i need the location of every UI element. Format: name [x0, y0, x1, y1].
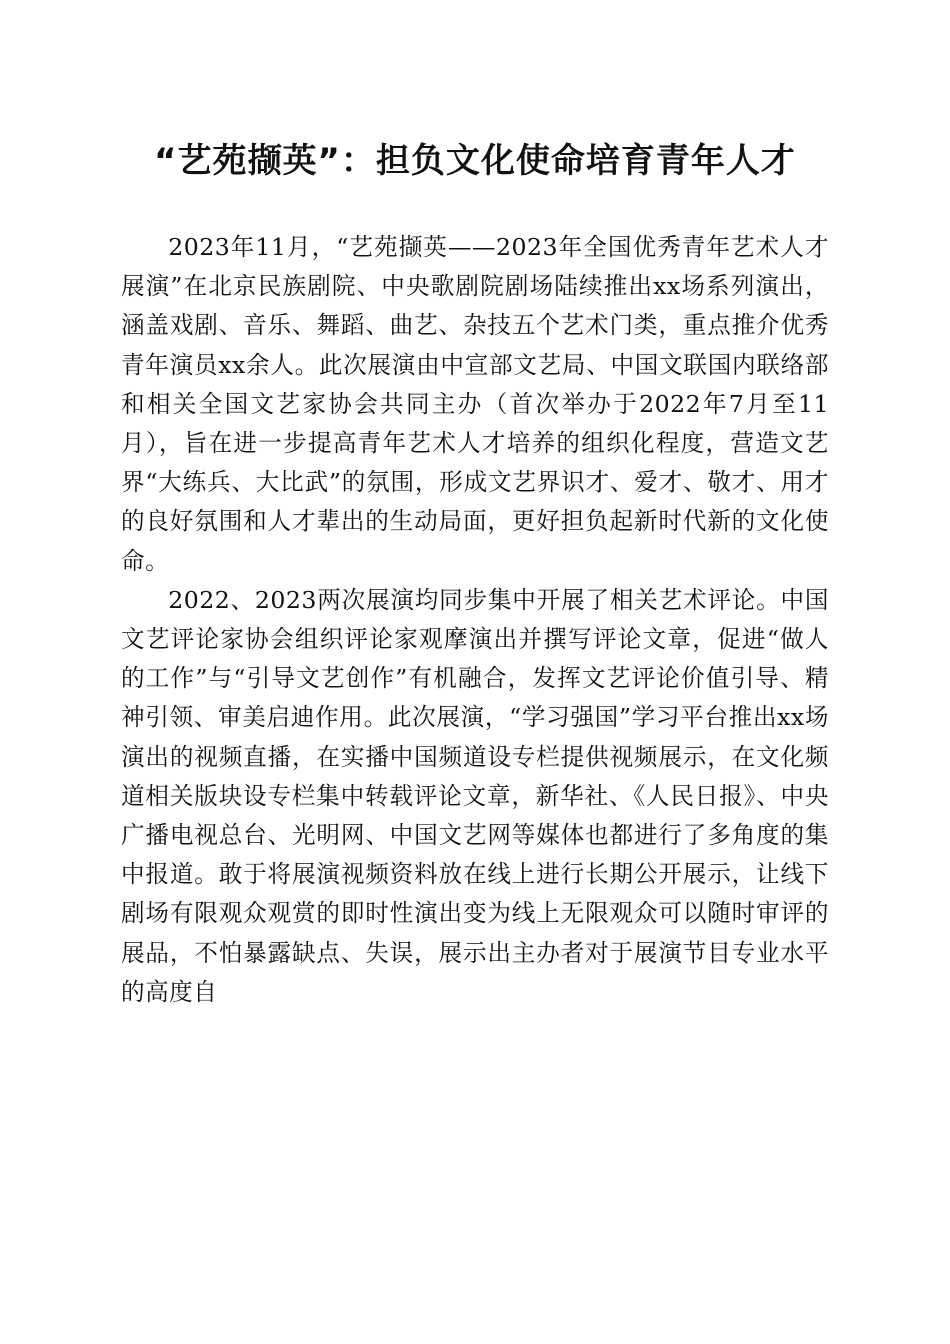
paragraph-1: 2023年11月，“艺苑撷英——2023年全国优秀青年艺术人才展演”在北京民族剧院、中央歌剧院剧场陆续推出xx场系列演出，涵盖戏剧、音乐、舞蹈、曲艺、杂技五个艺术门类，重点推介优秀青年演员xx余人。此次展演由中宣部文艺局、中国文联国内联络部和相关全国文艺家协会共同主办（首次举办于2022年7月至11月），旨在进一步提高青年艺术人才培养的组织化程度，营造文艺界“大练兵、大比武”的氛围，形成文艺界识才、爱才、敬才、用才的良好氛围和人才辈出的生动局面，更好担负起新时代新的文化使命。: [121, 233, 829, 575]
paragraph-2: 2022、2023两次展演均同步集中开展了相关艺术评论。中国文艺评论家协会组织评论家观摩演出并撰写评论文章，促进“做人的工作”与“引导文艺创作”有机融合，发挥文艺评论价值引导、精神引领、审美启迪作用。此次展演，“学习强国”学习平台推出xx场演出的视频直播，在实播中国频道设专栏提供视频展示，在文化频道相关版块设专栏集中转载评论文章，新华社、《人民日报》、中央广播电视总台、光明网、中国文艺网等媒体也都进行了多角度的集中报道。敢于将展演视频资料放在线上进行长期公开展示，让线下剧场有限观众观赏的即时性演出变为线上无限观众可以随时审评的展品，不怕暴露缺点、失误，展示出主办者对于展演节目专业水平的高度自: [121, 585, 829, 1006]
document-title: “艺苑撷英”：担负文化使命培育青年人才: [154, 141, 796, 181]
document-body: [121, 228, 829, 1012]
